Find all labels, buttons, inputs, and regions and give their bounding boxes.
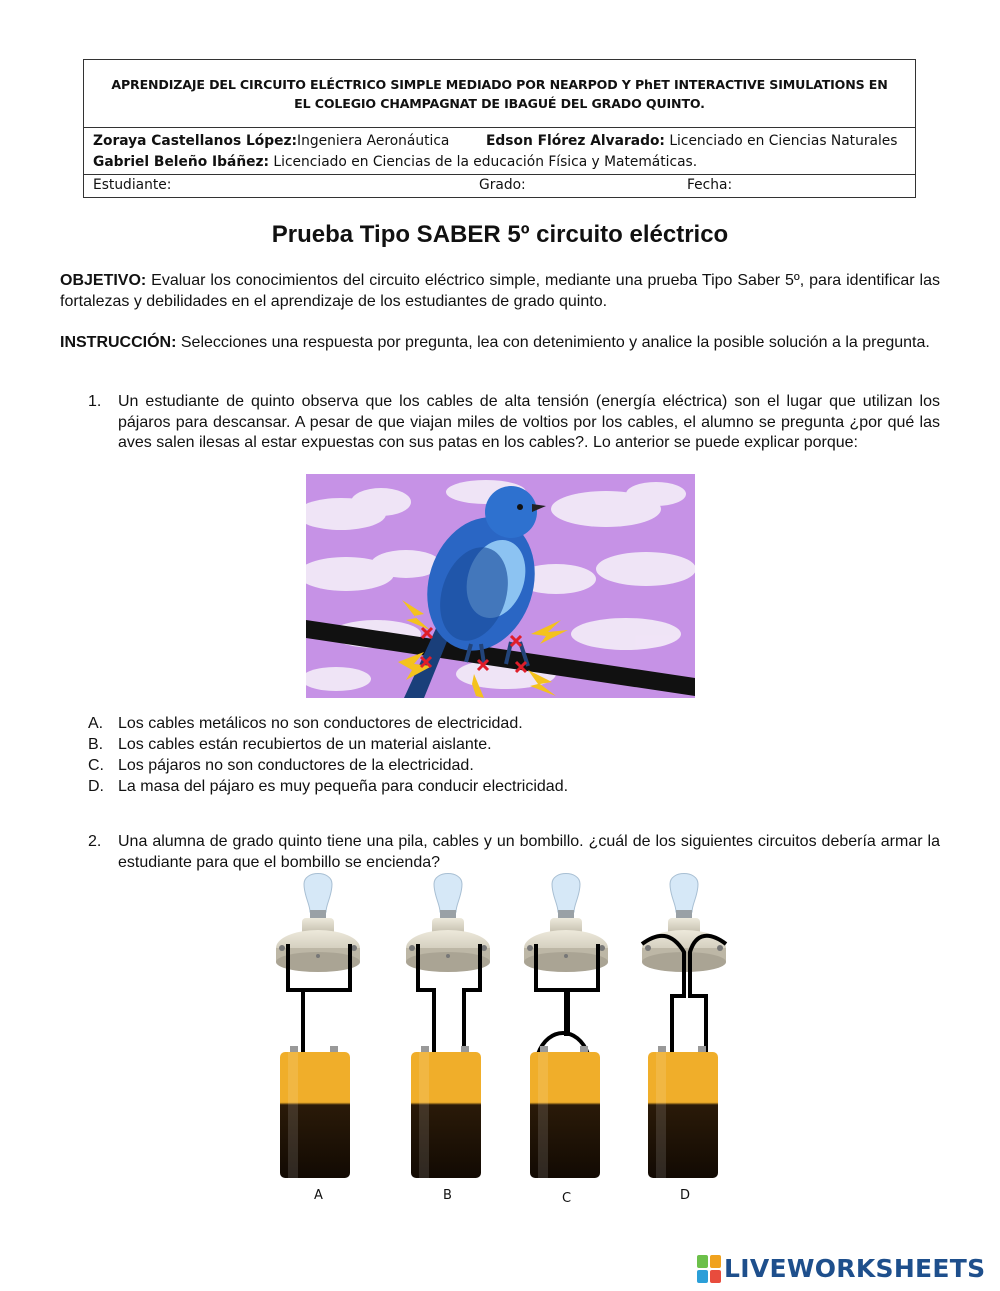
circuit-options-image <box>268 868 738 1208</box>
circuit-label-a: A <box>314 1188 323 1203</box>
question-1 <box>88 392 940 454</box>
circuit-a <box>276 874 360 1179</box>
authors-block <box>84 128 915 175</box>
instruction-paragraph: INSTRUCCIÓN: Selecciones una respuesta por pregunta, lea con detenimiento y analice la posible solución a la pregunta. <box>60 334 930 351</box>
author-2: Edson Flórez Alvarado: Licenciado en Ciencias Naturales <box>486 133 898 149</box>
circuit-label-c: C <box>562 1191 572 1206</box>
question-2 <box>88 832 940 873</box>
project-title: APRENDIZAJE DEL CIRCUITO ELÉCTRICO SIMPLE MEDIADO POR NEARPOD Y PhET INTERACTIVE SIMULATIONS EN EL COLEGIO CHAMPAGNAT DE IBAGUÉ DEL GRADO QUINTO. <box>84 60 915 128</box>
question-1-number: 1. <box>88 393 102 410</box>
page-title: Prueba Tipo SABER 5º circuito eléctrico <box>271 221 729 248</box>
author-1: Zoraya Castellanos López:Ingeniera Aeronáutica <box>93 133 450 149</box>
circuit-d <box>642 874 726 1179</box>
liveworksheets-brand: LIVEWORKSHEETS <box>724 1254 986 1283</box>
author-3: Gabriel Beleño Ibáñez: Licenciado en Ciencias de la educación Física y Matemáticas. <box>93 154 698 170</box>
circuit-label-d: D <box>680 1188 691 1203</box>
objective-paragraph: OBJETIVO: Evaluar los conocimientos del circuito eléctrico simple, mediante una prueba Tipo Saber 5º, para identificar las fortalezas y debilidades en el aprendizaje de los estudiantes de grado quinto. <box>60 272 940 310</box>
date-label: Fecha: <box>687 177 733 193</box>
liveworksheets-icon <box>697 1255 721 1283</box>
bird-on-cable-image <box>306 474 695 698</box>
circuit-label-b: B <box>443 1188 452 1203</box>
circuit-c <box>524 874 608 1179</box>
question-1-text: Un estudiante de quinto observa que los cables de alta tensión (energía eléctrica) son el lugar que utilizan los pájaros para descansar. A pesar de que viajan miles de voltios por los cables, el alumno se pregunta ¿por qué las aves salen ilesas al estar expuestas con sus patas en los cables?. Lo anterior se puede explicar porque: <box>118 393 940 451</box>
student-label: Estudiante: <box>93 177 172 193</box>
question-2-text: Una alumna de grado quinto tiene una pila, cables y un bombillo. ¿cuál de los siguientes circuitos debería armar la estudiante para que el bombillo se encienda? <box>118 833 940 871</box>
grade-label: Grado: <box>479 177 526 193</box>
circuit-b <box>406 874 490 1179</box>
document-header <box>83 59 916 198</box>
liveworksheets-logo <box>697 1254 985 1283</box>
question-2-number: 2. <box>88 833 102 850</box>
student-info-row <box>84 175 915 197</box>
